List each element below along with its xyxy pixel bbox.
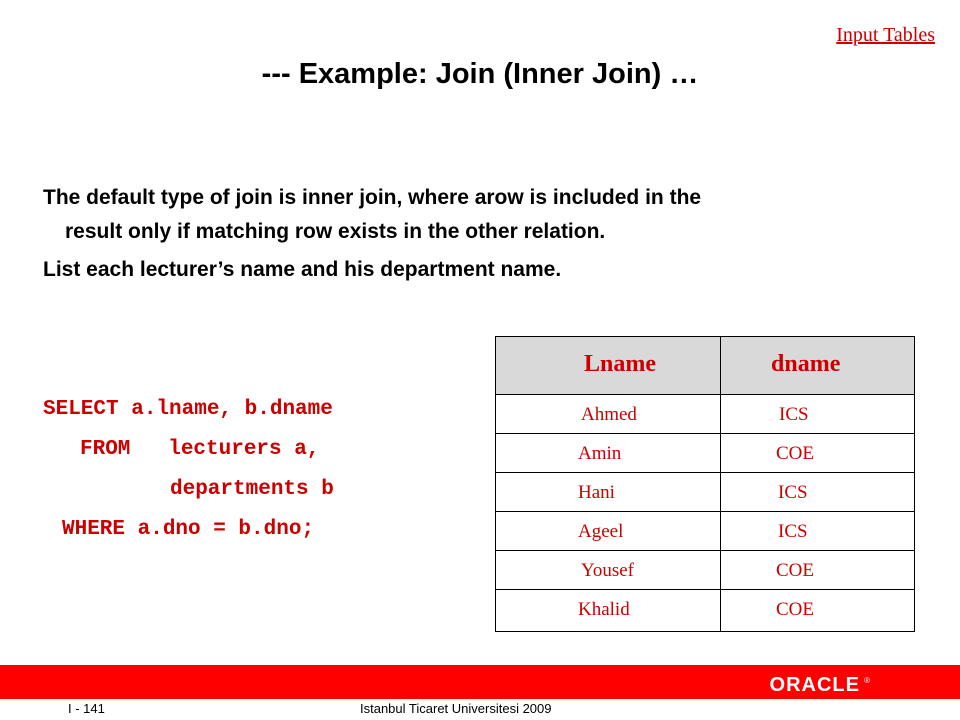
cell-lname: Amin: [578, 443, 622, 464]
cell-dname: ICS: [779, 404, 809, 425]
cell-lname: Ahmed: [581, 404, 637, 425]
cell-lname: Khalid: [578, 599, 630, 620]
cell-lname: Ageel: [578, 521, 624, 542]
task-paragraph: List each lecturer’s name and his department name.: [43, 258, 562, 281]
sql-from-line: FROM lecturers a,: [80, 438, 320, 461]
sql-where-line: WHERE a.dno = b.dno;: [62, 518, 315, 541]
table-row: [496, 473, 914, 512]
header-lname: Lname: [584, 351, 656, 377]
input-tables-link[interactable]: Input Tables: [836, 24, 935, 46]
column-divider: [720, 337, 721, 631]
cell-dname: COE: [776, 599, 814, 620]
table-row: [496, 395, 914, 434]
registered-mark: ®: [864, 676, 870, 685]
oracle-logo: ORACLE: [769, 674, 860, 696]
intro-line-1: The default type of join is inner join, where arow is included in the: [43, 186, 702, 209]
slide-title: --- Example: Join (Inner Join) …: [261, 58, 699, 90]
table-row: [496, 512, 914, 551]
table-row: [496, 434, 914, 473]
footer-institution: Istanbul Ticaret Universitesi 2009: [360, 701, 552, 716]
table-row: [496, 590, 914, 628]
intro-line-2: result only if matching row exists in the other relation.: [65, 220, 606, 243]
cell-lname: Hani: [578, 482, 615, 503]
cell-dname: ICS: [778, 521, 808, 542]
cell-dname: COE: [776, 560, 814, 581]
table-row: [496, 551, 914, 590]
sql-select-line: SELECT a.lname, b.dname: [43, 398, 333, 421]
result-table: [495, 336, 915, 632]
header-dname: dname: [771, 351, 841, 377]
intro-paragraph: [43, 181, 905, 249]
page-number: I - 141: [68, 701, 105, 716]
sql-from-continuation: departments b: [170, 478, 334, 501]
table-header-row: [496, 337, 914, 395]
cell-dname: ICS: [778, 482, 808, 503]
cell-lname: Yousef: [581, 560, 634, 581]
cell-dname: COE: [776, 443, 814, 464]
